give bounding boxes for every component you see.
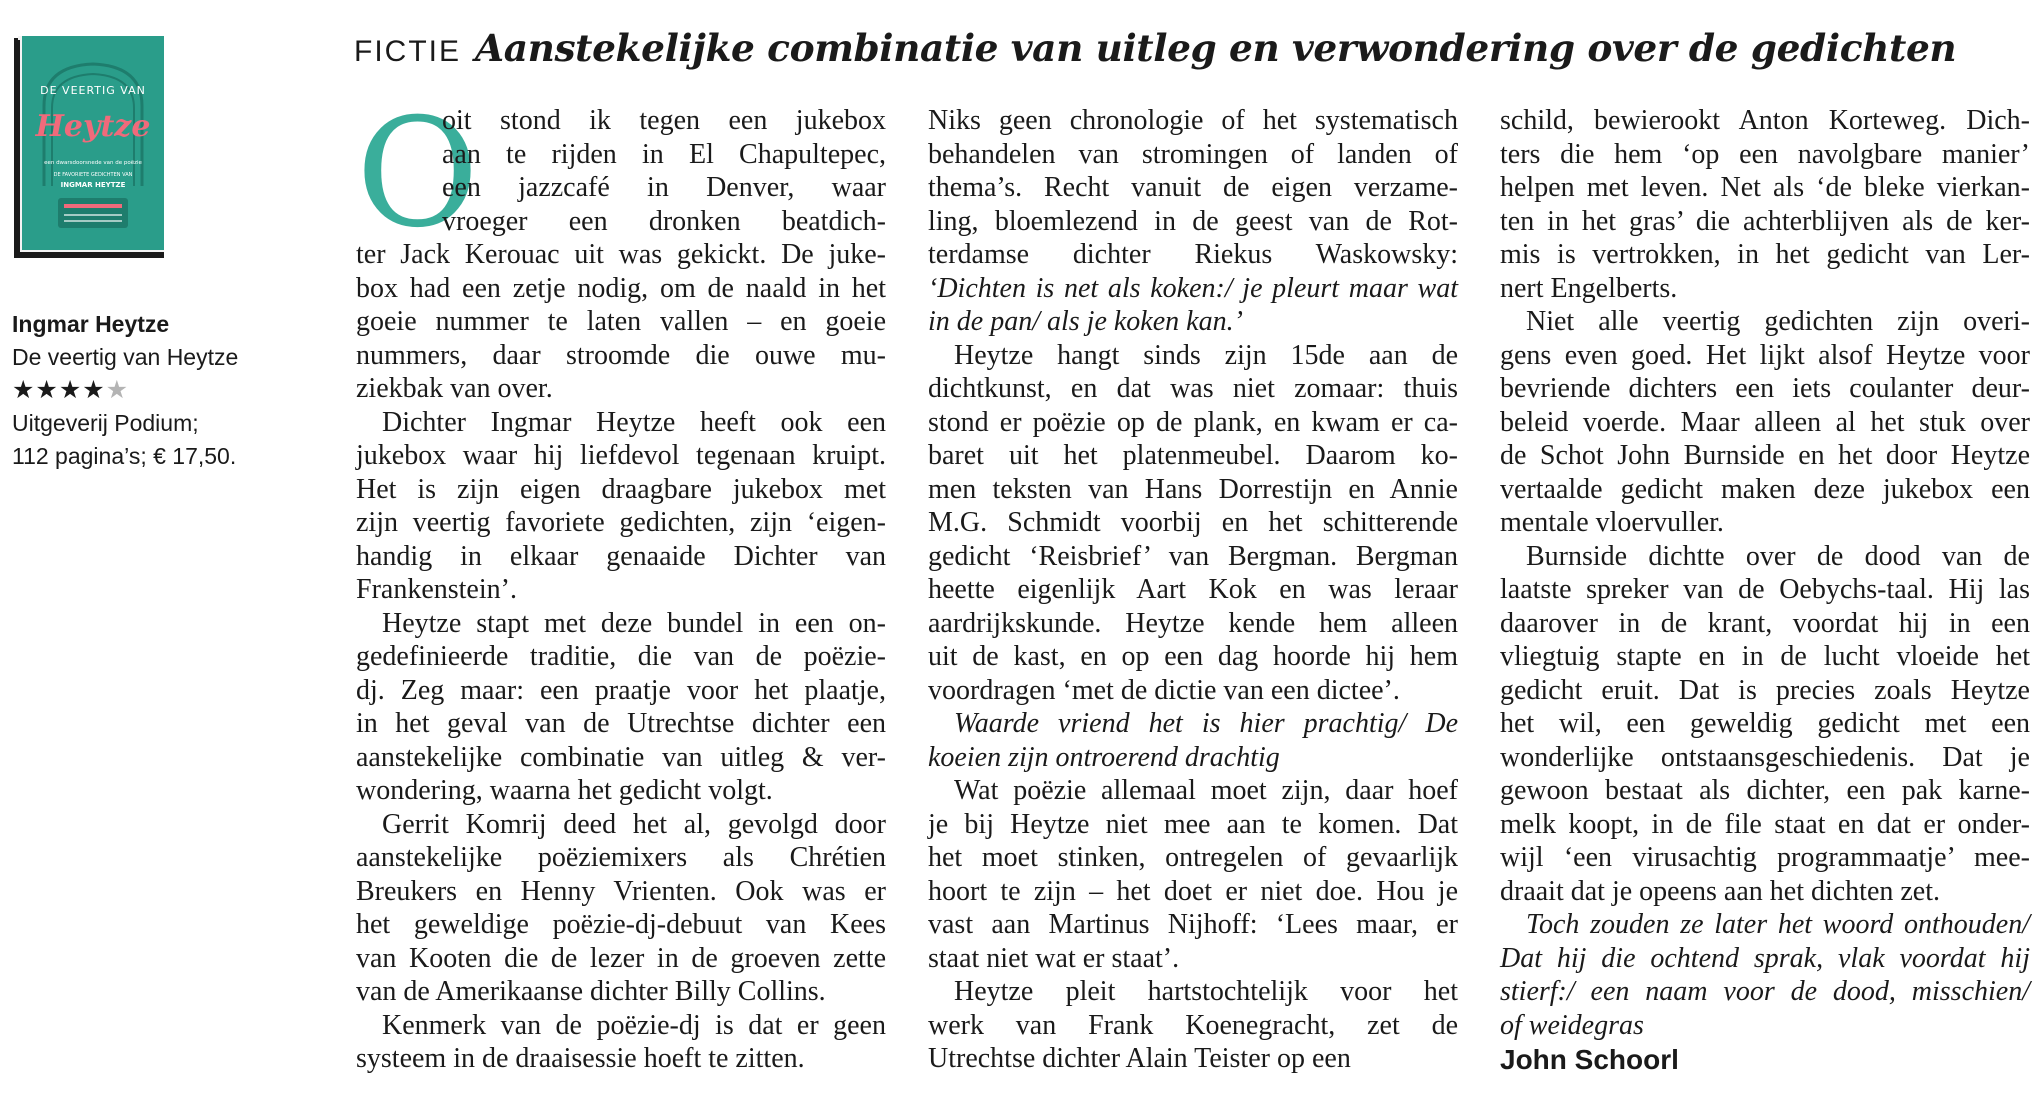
article-line: men teksten van Hans Dorrestijn en Annie — [928, 473, 1458, 505]
article-line: laatste spreker van de Oebychs-taal. Hij las — [1500, 574, 2030, 605]
cover-line3: een dwarsdoorsnede van de poëzie — [44, 160, 142, 166]
article-line: Heytze stapt met deze bundel in een on- — [382, 607, 886, 639]
article-line: beleid voerde. Maar alleen al het stuk over — [1500, 406, 2030, 438]
article-line: Dat hij die ochtend sprak, vlak voordat hij — [1500, 942, 2030, 974]
review-info — [12, 308, 332, 473]
article-line: Niet alle veertig gedichten zijn overi- — [1526, 306, 2030, 337]
article-line: Waarde vriend het is hier prachtig/ De — [954, 708, 1458, 739]
star-rating — [12, 374, 332, 407]
article-line: vast aan Martinus Nijhoff: ‘Lees maar, er — [928, 909, 1458, 940]
rating-filled-stars-icon: ★★★★ — [12, 376, 106, 404]
article-line: gedicht ‘Reisbrief’ van Bergman. Bergman — [928, 540, 1458, 572]
article-line: goeie nummer te laten vallen – en goeie — [356, 306, 886, 337]
article-column-2 — [928, 104, 1458, 1076]
article-line: Heytze hangt sinds zijn 15de aan de — [954, 339, 1458, 371]
article-line: Dichter Ingmar Heytze heeft ook een — [382, 406, 886, 438]
article-line: de Schot John Burnside en het door Heytze — [1500, 440, 2030, 471]
article-line: baret uit het platenmeubel. Daarom ko- — [928, 440, 1458, 471]
article-line: helpen met leven. Net als ‘de bleke vierkan- — [1500, 172, 2030, 203]
book-publisher: Uitgeverij Podium; — [12, 410, 199, 436]
article-line: dj. Zeg maar: een praatje voor het plaatje, — [356, 674, 886, 706]
article-column-3 — [1500, 104, 2030, 1078]
article-line: aardrijkskunde. Heytze kende hem alleen — [928, 607, 1458, 639]
article-line: handig in elkaar genaaide Dichter van — [356, 540, 886, 572]
section-label: FICTIE — [354, 35, 461, 68]
book-info-sidebar — [0, 0, 340, 1110]
article-line: wonderlijke ontstaansgeschiedenis. Dat je — [1500, 741, 2030, 773]
article-line: aanstekelijke poëziemixers als Chrétien — [356, 842, 886, 873]
article-line: zijn veertig favoriete gedichten, zijn ‘eigen- — [356, 507, 886, 538]
article-line: van Kooten die de lezer in de groeven zette — [356, 942, 886, 974]
article-line: Wat poëzie allemaal moet zijn, daar hoef — [954, 775, 1458, 806]
article-line: werk van Frank Koenegracht, zet de — [928, 1009, 1458, 1041]
article-line: ziekbak van over. — [356, 373, 553, 404]
article-line: ten in het gras’ die achterblijven als de ker- — [1500, 205, 2030, 237]
article-line: je bij Heytze niet mee aan te komen. Dat — [928, 808, 1458, 840]
cover-line4: DE FAVORIETE GEDICHTEN VAN — [53, 172, 133, 178]
article-line: vertaalde gedicht maken deze jukebox een — [1500, 473, 2030, 505]
article-line: van de Amerikaanse dichter Billy Collins. — [356, 976, 826, 1007]
article-line: Burnside dichtte over de dood van de — [1526, 540, 2030, 572]
article-line: in het geval van de Utrechtse dichter een — [356, 708, 886, 739]
article-line: gedicht eruit. Dat is precies zoals Heytze — [1500, 674, 2030, 706]
article-line: draait dat je opeens aan het dichten zet. — [1500, 875, 1941, 907]
article-column-1 — [356, 87, 886, 1076]
article-line: nert Engelberts. — [1500, 272, 1678, 304]
article-line: behandelen van stromingen of landen of — [928, 138, 1458, 170]
article-line: oit stond ik tegen een jukebox — [442, 105, 886, 136]
article-line: Kenmerk van de poëzie-dj is dat er geen — [382, 1009, 886, 1041]
article-line: hoort te zijn – het doet er niet doe. Hou je — [928, 875, 1458, 907]
article-line: gewoon bestaat als dichter, een pak karne- — [1500, 775, 2030, 806]
article-line: Frankenstein’. — [356, 574, 517, 605]
article-line: nummers, daar stroomde die ouwe mu- — [356, 339, 886, 371]
article-line: mentale vloervuller. — [1500, 507, 1724, 538]
article-line: terdamse dichter Riekus Waskowsky: — [928, 239, 1458, 270]
article-line: wondering, waarna het gedicht volgt. — [356, 775, 773, 806]
book-cover-svg — [14, 36, 166, 258]
article-line: Gerrit Komrij deed het al, gevolgd door — [382, 808, 886, 840]
author-byline: John Schoorl — [1500, 1044, 1679, 1075]
article-line: vliegtuig stapte en in de lucht vloeide het — [1500, 641, 2030, 672]
article-line: vroeger een dronken beatdich- — [442, 205, 886, 237]
article-line: stond er poëzie op de plank, en kwam er ca- — [928, 406, 1458, 438]
article-line: staat niet wat er staat’. — [928, 942, 1180, 974]
article-line: M.G. Schmidt voorbij en het schitterende — [928, 507, 1458, 538]
article-line: dichtkunst, en dat was niet zomaar: thuis — [928, 373, 1458, 404]
book-author: Ingmar Heytze — [12, 311, 170, 337]
article-line: Utrechtse dichter Alain Teister op een — [928, 1043, 1351, 1074]
article-line: Heytze pleit hartstochtelijk voor het — [954, 976, 1458, 1007]
article-line: ter Jack Kerouac uit was gekickt. De juke- — [356, 239, 886, 270]
article-line: Breukers en Henny Vrienten. Ook was er — [356, 875, 886, 907]
article-line: Het is zijn eigen draagbare jukebox met — [356, 473, 886, 505]
book-title: De veertig van Heytze — [12, 344, 239, 370]
article-line: uit de kast, en op een dag hoorde hij hem — [928, 641, 1458, 672]
article-line: het wil, een geweldig gedicht met een — [1500, 708, 2030, 739]
article-line: voordragen ‘met de dictie van een dictee’. — [928, 674, 1400, 706]
rating-empty-star-icon: ★ — [105, 376, 130, 404]
book-cover-image — [14, 36, 166, 258]
article-line: aan te rijden in El Chapultepec, — [442, 138, 886, 170]
article-line: wijl ‘een virusachtig programmaatje’ mee- — [1500, 842, 2030, 873]
article-line: stierf:/ een naam voor de dood, misschien/ — [1500, 976, 2030, 1007]
article-line: mis is vertrokken, in het gedicht van Ler- — [1500, 239, 2030, 270]
cover-line1: DE VEERTIG VAN — [40, 84, 146, 97]
article-line: aanstekelijke combinatie van uitleg & ver- — [356, 741, 886, 773]
article-line: Niks geen chronologie of het systematisch — [928, 105, 1458, 136]
article-line: jukebox waar hij liefdevol tegenaan kruipt. — [356, 440, 886, 471]
article-line: melk koopt, in de file staat en dat er onder- — [1500, 808, 2030, 840]
article-line: ‘Dichten is net als koken:/ je pleurt maar wat — [928, 272, 1458, 304]
book-details: 112 pagina’s; € 17,50. — [12, 443, 237, 469]
article-line: systeem in de draaisessie hoeft te zitten. — [356, 1043, 805, 1074]
article-headline — [354, 26, 2030, 78]
article-line: bevriende dichters een iets coulanter deur- — [1500, 373, 2030, 404]
article-line: gens even goed. Het lijkt alsof Heytze voor — [1500, 339, 2030, 371]
article-line: het geweldige poëzie-dj-debuut van Kees — [356, 909, 886, 940]
article-line: koeien zijn ontroerend drachtig — [928, 741, 1280, 773]
article-line: Toch zouden ze later het woord onthouden/ — [1526, 909, 2030, 940]
article-line: schild, bewierookt Anton Korteweg. Dich- — [1500, 105, 2030, 136]
article-line: een jazzcafé in Denver, waar — [442, 172, 886, 203]
cover-line5: INGMAR HEYTZE — [60, 181, 126, 189]
article-line: gedefinieerde traditie, die van de poëzie- — [356, 641, 886, 672]
article-line: ling, bloemlezend in de geest van de Rot- — [928, 205, 1458, 237]
article-line: ters die hem ‘op een navolgbare manier’ — [1500, 138, 2030, 170]
article-line: het moet stinken, ontregelen of gevaarlijk — [928, 842, 1458, 873]
article-line: box had een zetje nodig, om de naald in het — [356, 272, 886, 304]
drop-cap: O — [356, 87, 479, 261]
cover-line2: Heytze — [35, 109, 151, 144]
headline-title: Aanstekelijke combinatie van uitleg en verwondering over de gedichten — [475, 26, 1957, 70]
article-line: of weidegras — [1500, 1009, 1644, 1041]
article-line: heette eigenlijk Aart Kok en was leraar — [928, 574, 1458, 605]
article-line: daarover in de krant, voordat hij in een — [1500, 607, 2030, 639]
article-line: in de pan/ als je koken kan.’ — [928, 306, 1243, 337]
article-line: thema’s. Recht vanuit de eigen verzame- — [928, 172, 1458, 203]
